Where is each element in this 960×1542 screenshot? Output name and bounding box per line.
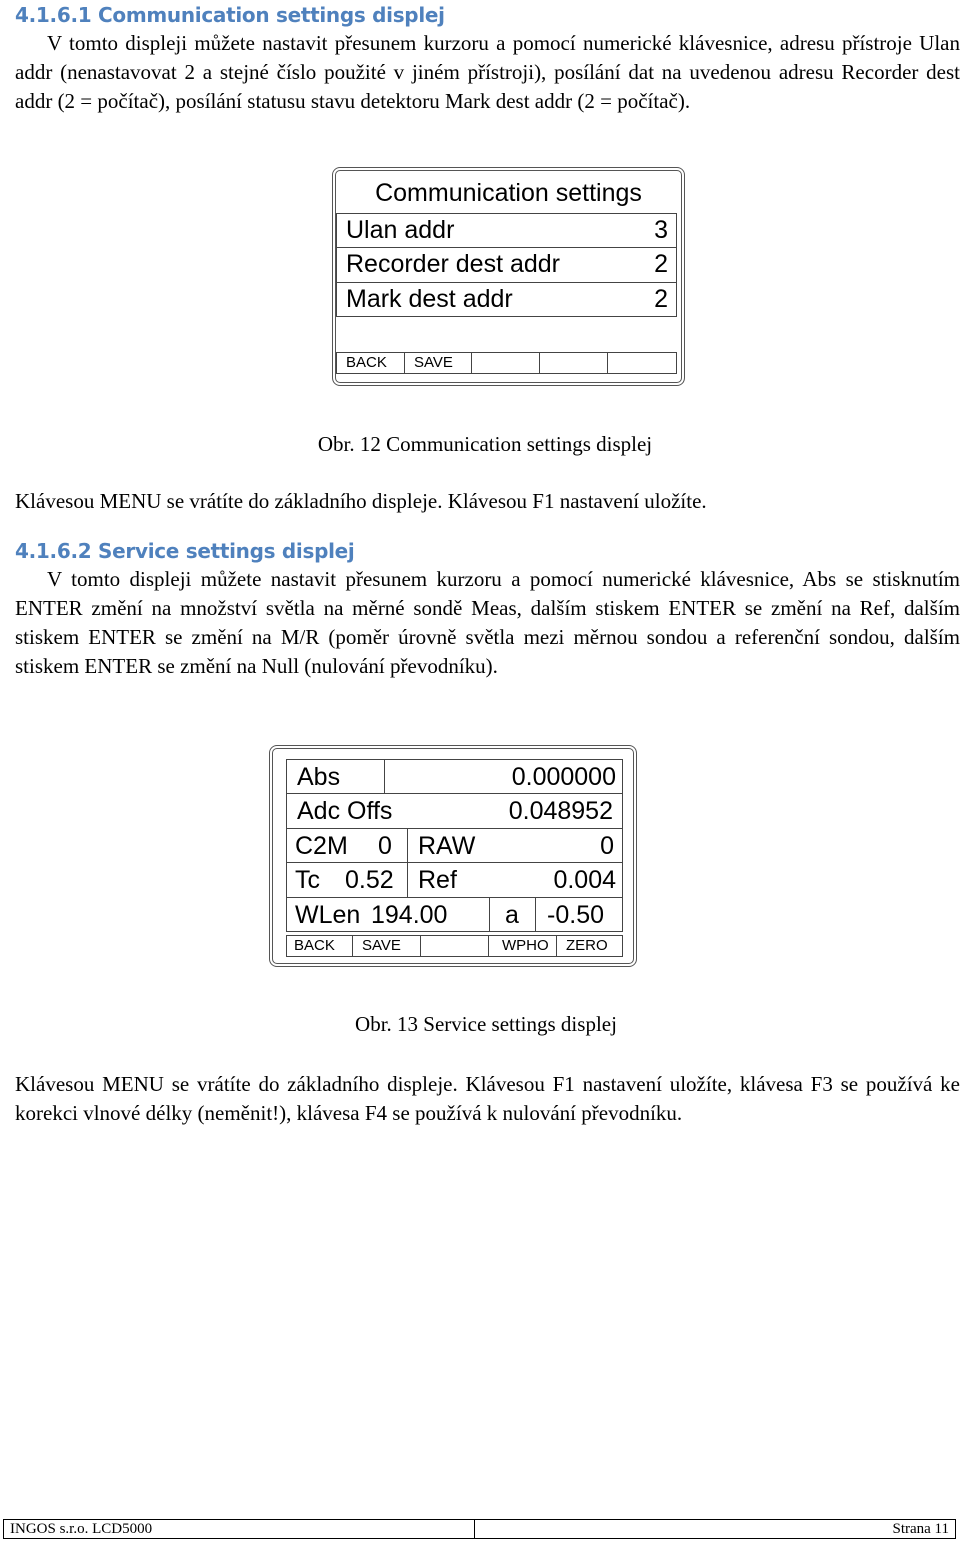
row-recorder-dest-addr[interactable] (337, 248, 676, 282)
row-wlen-a[interactable] (287, 898, 622, 932)
row-ulan-addr[interactable] (337, 214, 676, 248)
function-key-bar (336, 352, 677, 374)
fkey-4[interactable] (540, 353, 608, 373)
fkey-3[interactable] (421, 936, 489, 956)
raw-label: RAW (418, 831, 476, 860)
row-value: 3 (654, 216, 668, 245)
page-footer (3, 1519, 956, 1539)
a-value: -0.50 (547, 900, 604, 929)
settings-rows (336, 213, 677, 317)
figure-caption-12: Obr. 12 Communication settings displej (317, 432, 653, 456)
section-heading-service: 4.1.6.2 Service settings displej (15, 539, 355, 563)
row-label: Recorder dest addr (346, 250, 561, 279)
fkey-5[interactable] (608, 353, 676, 373)
tc-value: 0.52 (345, 866, 394, 895)
adc-offs-value: 0.048952 (508, 797, 613, 826)
footer-company: INGOS s.r.o. LCD5000 (10, 1521, 153, 1537)
ref-value: 0.004 (553, 866, 616, 895)
fkey-save[interactable]: SAVE (405, 353, 472, 373)
tc-label: Tc (295, 866, 320, 895)
adc-offs-label: Adc Offs (297, 797, 393, 826)
row-label: Ulan addr (346, 216, 455, 245)
fkey-wpho[interactable]: WPHO (489, 936, 557, 956)
wlen-label: WLen (295, 900, 361, 929)
row-adc-offs[interactable] (287, 794, 622, 828)
fkey-zero[interactable]: ZERO (566, 937, 608, 954)
row-c2m-raw[interactable] (287, 829, 622, 863)
row-abs[interactable] (287, 760, 622, 794)
row-value: 2 (654, 285, 668, 314)
function-key-bar (286, 935, 623, 957)
abs-value: 0.000000 (511, 763, 616, 791)
c2m-value: 0 (378, 831, 392, 860)
fkey-3[interactable] (472, 353, 540, 373)
a-label: a (505, 900, 519, 929)
row-tc-ref[interactable] (287, 863, 622, 897)
lcd-communication-settings (332, 167, 685, 386)
wlen-value: 194.00 (371, 900, 448, 929)
row-mark-dest-addr[interactable] (337, 283, 676, 317)
section-heading-communication: 4.1.6.1 Communication settings displej (15, 3, 445, 27)
fkey-back[interactable]: BACK (337, 353, 405, 373)
raw-value: 0 (600, 831, 614, 860)
figure-caption-13: Obr. 13 Service settings displej (355, 1012, 617, 1036)
abs-label: Abs (297, 763, 341, 791)
service-grid (286, 759, 623, 932)
instruction-paragraph-1: Klávesou MENU se vrátíte do základního displeje. Klávesou F1 nastavení uložíte. (15, 489, 707, 513)
instruction-paragraph-2: Klávesou MENU se vrátíte do základního displeje. Klávesou F1 nastavení uložíte, klávesa F3 se používá ke korekci vlnové délky (neměnit!), klávesa F4 se používá k nulování převodníku. (15, 1072, 960, 1125)
footer-page-number: Strana 11 (892, 1521, 949, 1537)
row-label: Mark dest addr (346, 285, 513, 314)
section-paragraph-communication: V tomto displeji můžete nastavit přesunem kurzoru a pomocí numerické klávesnice, adresu přístroje Ulan addr (nenastavovat 2 a stejné číslo použité v jiném přístroji), posílání dat na uvedenou adresu Recorder dest addr (2 = počítač), posílání statusu stavu detektoru Mark dest addr (2 = počítač). (15, 31, 960, 113)
row-value: 2 (654, 250, 668, 279)
c2m-label: C2M (295, 831, 348, 860)
fkey-save[interactable]: SAVE (353, 936, 421, 956)
section-paragraph-service: V tomto displeji můžete nastavit přesunem kurzoru a pomocí numerické klávesnice, Abs se stisknutím ENTER změní na množství světla na měrné sondě Meas, dalším stiskem ENTER se změní na Ref, dalším stiskem ENTER se změní na M/R (poměr úrovně světla mezi měrnou sondou a referenční sondou, dalším stiskem ENTER se změní na Null (nulování převodníku). (15, 567, 960, 678)
ref-label: Ref (418, 866, 457, 895)
fkey-back[interactable]: BACK (287, 936, 353, 956)
lcd-title: Communication settings (375, 179, 642, 207)
lcd-service-settings (269, 745, 637, 967)
